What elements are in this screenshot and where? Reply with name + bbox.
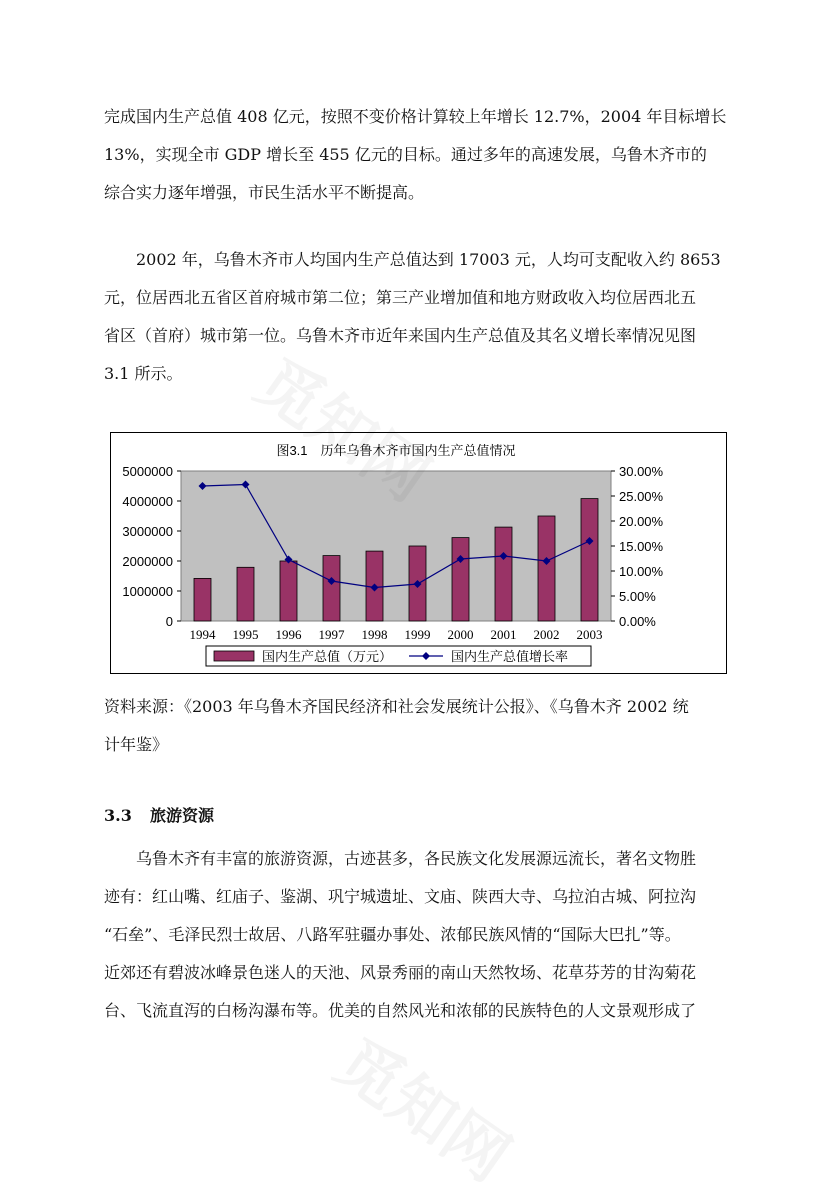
x-tick-label: 1998 bbox=[361, 627, 388, 642]
paragraph-line: 综合实力逐年增强，市民生活水平不断提高。 bbox=[104, 183, 425, 202]
bar bbox=[237, 567, 254, 621]
section-title: 旅游资源 bbox=[150, 806, 215, 825]
section-number: 3.3 bbox=[104, 806, 132, 825]
paragraph-line: 省区（首府）城市第一位。乌鲁木齐市近年来国内生产总值及其名义增长率情况见图 bbox=[104, 326, 697, 345]
x-tick-label: 1997 bbox=[318, 627, 345, 642]
y2-tick-label: 5.00% bbox=[619, 589, 656, 604]
paragraph-line: 2002 年，乌鲁木齐市人均国内生产总值达到 17003 元，人均可支配收入约 8653 bbox=[136, 250, 721, 269]
gdp-chart bbox=[110, 432, 727, 674]
paragraph-line: 3.1 所示。 bbox=[104, 364, 183, 383]
chart-canvas bbox=[111, 433, 726, 673]
gdp-paragraph bbox=[104, 241, 726, 393]
x-tick-label: 1996 bbox=[275, 627, 302, 642]
y-tick-label: 1000000 bbox=[122, 584, 173, 599]
paragraph-line: 元，位居西北五省区首府城市第二位；第三产业增加值和地方财政收入均位居西北五 bbox=[104, 288, 697, 307]
paragraph-line: 计年鉴》 bbox=[104, 735, 169, 754]
y2-tick-label: 10.00% bbox=[619, 564, 664, 579]
x-tick-label: 2001 bbox=[490, 627, 517, 642]
bar bbox=[194, 578, 211, 621]
y2-tick-label: 0.00% bbox=[619, 614, 656, 629]
x-tick-label: 2003 bbox=[576, 627, 603, 642]
paragraph-line: 资料来源：《2003 年乌鲁木齐国民经济和社会发展统计公报》、《乌鲁木齐 2002 统 bbox=[104, 697, 689, 716]
bar bbox=[581, 499, 598, 621]
x-tick-label: 1999 bbox=[404, 627, 431, 642]
bar bbox=[495, 527, 512, 621]
bar bbox=[452, 538, 469, 621]
y2-tick-label: 15.00% bbox=[619, 539, 664, 554]
paragraph-line: 台、飞流直泻的白杨沟瀑布等。优美的自然风光和浓郁的民族特色的人文景观形成了 bbox=[104, 1001, 697, 1020]
y-tick-label: 5000000 bbox=[122, 464, 173, 479]
watermark bbox=[321, 1013, 531, 1198]
bar bbox=[280, 561, 297, 621]
y2-tick-label: 20.00% bbox=[619, 514, 664, 529]
x-tick-label: 1995 bbox=[232, 627, 259, 642]
x-tick-label: 2002 bbox=[533, 627, 560, 642]
tourism-paragraph bbox=[104, 840, 726, 1030]
paragraph-line: 13%，实现全市 GDP 增长至 455 亿元的目标。通过多年的高速发展，乌鲁木齐市的 bbox=[104, 145, 707, 164]
bar bbox=[323, 556, 340, 621]
y-tick-label: 3000000 bbox=[122, 524, 173, 539]
paragraph-line: 乌鲁木齐有丰富的旅游资源，古迹甚多，各民族文化发展源远流长，著名文物胜 bbox=[136, 849, 697, 868]
paragraph-line: 近郊还有碧波冰峰景色迷人的天池、风景秀丽的南山天然牧场、花草芬芳的甘沟菊花 bbox=[104, 963, 697, 982]
paragraph-line: 迹有：红山嘴、红庙子、鉴湖、巩宁城遗址、文庙、陕西大寺、乌拉泊古城、阿拉沟 bbox=[104, 887, 697, 906]
y-tick-label: 2000000 bbox=[122, 554, 173, 569]
source-note bbox=[104, 688, 726, 764]
y2-tick-label: 30.00% bbox=[619, 464, 664, 479]
intro-paragraph bbox=[104, 98, 726, 212]
x-tick-label: 2000 bbox=[447, 627, 474, 642]
legend-bar-swatch bbox=[214, 651, 254, 661]
y-tick-label: 0 bbox=[165, 614, 173, 629]
x-tick-label: 1994 bbox=[189, 627, 216, 642]
bar bbox=[538, 516, 555, 621]
chart-title: 图3.1 历年乌鲁木齐市国内生产总值情况 bbox=[276, 443, 516, 458]
paragraph-line: 完成国内生产总值 408 亿元，按照不变价格计算较上年增长 12.7%，2004 年目标增长 bbox=[104, 107, 727, 126]
legend-line-label: 国内生产总值增长率 bbox=[451, 649, 569, 664]
legend-bar-label: 国内生产总值（万元） bbox=[262, 649, 393, 664]
paragraph-line: “石垒”、毛泽民烈士故居、八路军驻疆办事处、浓郁民族风情的“国际大巴扎”等。 bbox=[104, 925, 681, 944]
y2-tick-label: 25.00% bbox=[619, 489, 664, 504]
section-heading bbox=[104, 797, 214, 835]
y-tick-label: 4000000 bbox=[122, 494, 173, 509]
